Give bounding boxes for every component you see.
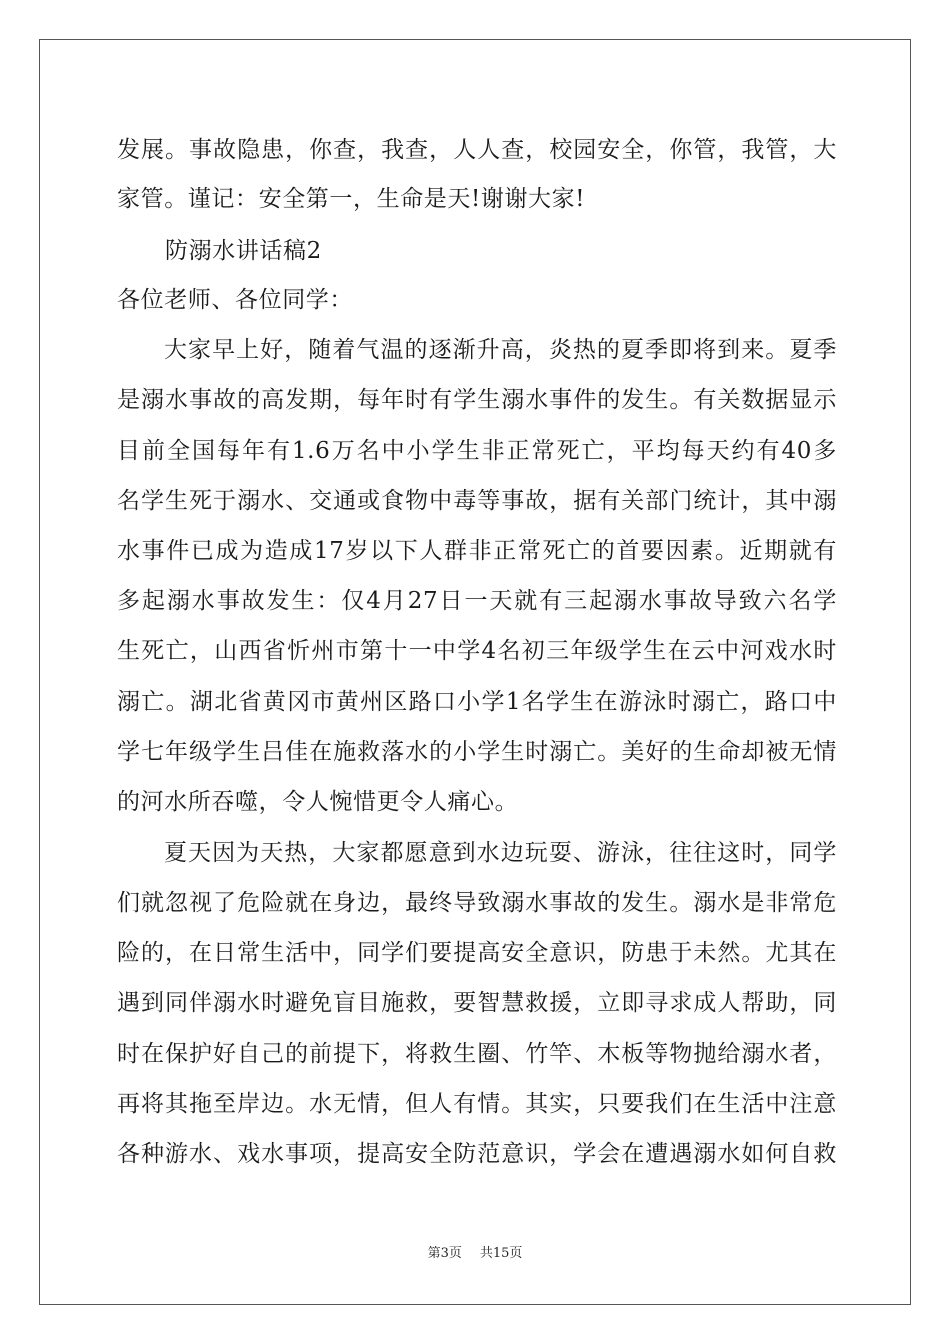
page-footer (0, 1246, 950, 1262)
section-title: 防溺水讲话稿2 (165, 238, 322, 264)
paragraph-line: 的河水所吞噬，令人惋惜更令人痛心。 (117, 789, 519, 815)
paragraph-line: 们就忽视了危险就在身边，最终导致溺水事故的发生。溺水是非常危 (117, 890, 837, 916)
page-total: 共15页 (479, 1246, 523, 1261)
paragraph-line: 多起溺水事故发生：仅4月27日一天就有三起溺水事故导致六名学 (117, 588, 837, 614)
paragraph-line: 遇到同伴溺水时避免盲目施救，要智慧救援，立即寻求成人帮助，同 (117, 990, 837, 1016)
paragraph-line: 家管。谨记：安全第一，生命是天!谢谢大家! (117, 186, 586, 212)
paragraph-line: 水事件已成为造成17岁以下人群非正常死亡的首要因素。近期就有 (117, 538, 837, 564)
paragraph-line: 时在保护好自己的前提下，将救生圈、竹竿、木板等物抛给溺水者， (117, 1041, 837, 1067)
salutation: 各位老师、各位同学： (117, 287, 353, 313)
paragraph-line: 险的，在日常生活中，同学们要提高安全意识，防患于未然。尤其在 (117, 940, 837, 966)
paragraph-line: 发展。事故隐患，你查，我查，人人查，校园安全，你管，我管，大 (117, 137, 837, 163)
paragraph-line: 大家早上好，随着气温的逐渐升高，炎热的夏季即将到来。夏季 (164, 337, 837, 363)
paragraph-line: 名学生死于溺水、交通或食物中毒等事故，据有关部门统计，其中溺 (117, 488, 837, 514)
paragraph-line: 溺亡。湖北省黄冈市黄州区路口小学1名学生在游泳时溺亡，路口中 (117, 689, 837, 715)
paragraph-line: 目前全国每年有1.6万名中小学生非正常死亡，平均每天约有40多 (117, 438, 837, 464)
paragraph-line: 是溺水事故的高发期，每年时有学生溺水事件的发生。有关数据显示 (117, 387, 837, 413)
paragraph-line: 再将其拖至岸边。水无情，但人有情。其实，只要我们在生活中注意 (117, 1091, 837, 1117)
paragraph-line: 学七年级学生吕佳在施救落水的小学生时溺亡。美好的生命却被无情 (117, 739, 837, 765)
page-number: 第3页 (427, 1246, 462, 1261)
paragraph-line: 生死亡，山西省忻州市第十一中学4名初三年级学生在云中河戏水时 (117, 638, 837, 664)
paragraph-line: 夏天因为天热，大家都愿意到水边玩耍、游泳，往往这时，同学 (164, 840, 837, 866)
paragraph-line: 各种游水、戏水事项，提高安全防范意识，学会在遭遇溺水如何自救 (117, 1141, 837, 1167)
